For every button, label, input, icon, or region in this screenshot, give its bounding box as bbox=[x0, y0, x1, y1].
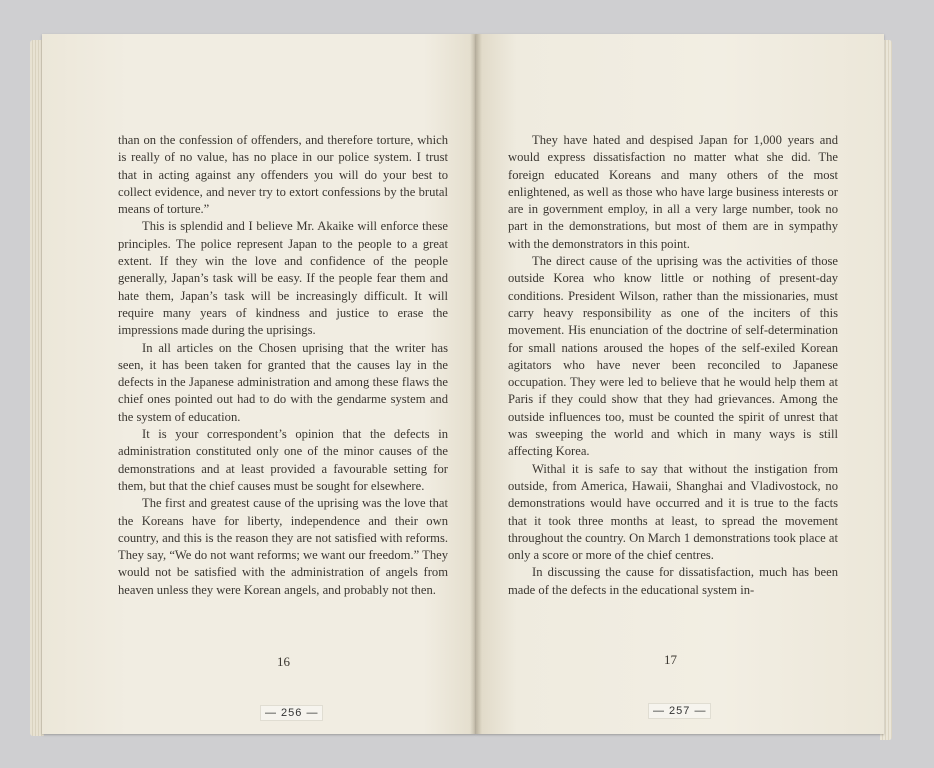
right-page-text bbox=[508, 132, 838, 599]
left-page-number: 16 bbox=[277, 654, 290, 669]
paragraph: Withal it is safe to say that without the instigation from outside, from America, Hawaii, Shanghai and Vladivostock, no demonstrations would have occurred and it is true to the facts that it took three months at least, to spread the movement throughout the country. On March 1 demonstrations took place at only a score or more of the chief centres. bbox=[508, 461, 838, 563]
right-page-number: 17 bbox=[664, 652, 677, 667]
left-archive-number: — 256 — bbox=[260, 705, 323, 721]
book-gutter bbox=[470, 34, 482, 734]
paragraph: The direct cause of the uprising was the activities of those outside Korea who know little or nothing of present-day conditions. President Wilson, rather than the missionaries, must carry heavy responsibility as one of the inciters of this movement. His enunciation of the doctrine of self-determination for small nations aroused the hopes of the self-exiled Korean agitators who have never been reconciled to Japanese occupation. They were led to believe that he would help them at Paris if they could show that they had grievances. Among the outside influences too, must be counted the spirit of unrest that was sweeping the world and which in many ways is still affecting Korea. bbox=[508, 254, 838, 459]
paragraph: This is splendid and I believe Mr. Akaike will enforce these principles. The police represent Japan to the people to a great extent. If they win the love and confidence of the people generally, Japan’s task will be easy. If the people fear them and hate them, Japan’s task will be increasingly difficult. It will require many years of kindness and justice to erase the impressions made during the uprisings. bbox=[118, 219, 448, 338]
paragraph: In all articles on the Chosen uprising that the writer has seen, it has been taken for granted that the causes lay in the defects in the Japanese administration and among these flaws the chief ones pointed out had to do with the gendarme system and the system of education. bbox=[118, 340, 448, 424]
paragraph: than on the confession of offenders, and therefore torture, which is really of no value, has no place in our police system. I trust that in acting against any offenders you will do your best to collect evidence, and never try to extort confessions by the brutal means of torture.” bbox=[118, 133, 448, 217]
paragraph: They have hated and despised Japan for 1,000 years and would express dissatisfaction no matter what she did. The foreign educated Koreans and many others of the most enlightened, as well as those who have large business interests or are in government employ, in all a very large number, took no part in the demonstrations, but most of them are in sympathy with the demonstrators in this point. bbox=[508, 133, 838, 251]
paragraph: In discussing the cause for dissatisfaction, much has been made of the defects in the educational system in- bbox=[508, 565, 838, 597]
left-page-text bbox=[118, 132, 448, 599]
right-archive-number: — 257 — bbox=[648, 703, 711, 719]
paragraph: The first and greatest cause of the uprising was the love that the Koreans have for liberty, independence and their own country, and this is the reason they are not satisfied with reforms. They say, “We do not want reforms; we want our freedom.” They would not be satisfied with the administration of angels from heaven unless they were Korean angels, and probably not then. bbox=[118, 496, 448, 597]
paragraph: It is your correspondent’s opinion that the defects in administration constituted only one of the minor causes of the demonstrations and at least provided a favourable setting for them, but that the chief causes must be sought for elsewhere. bbox=[118, 427, 448, 493]
